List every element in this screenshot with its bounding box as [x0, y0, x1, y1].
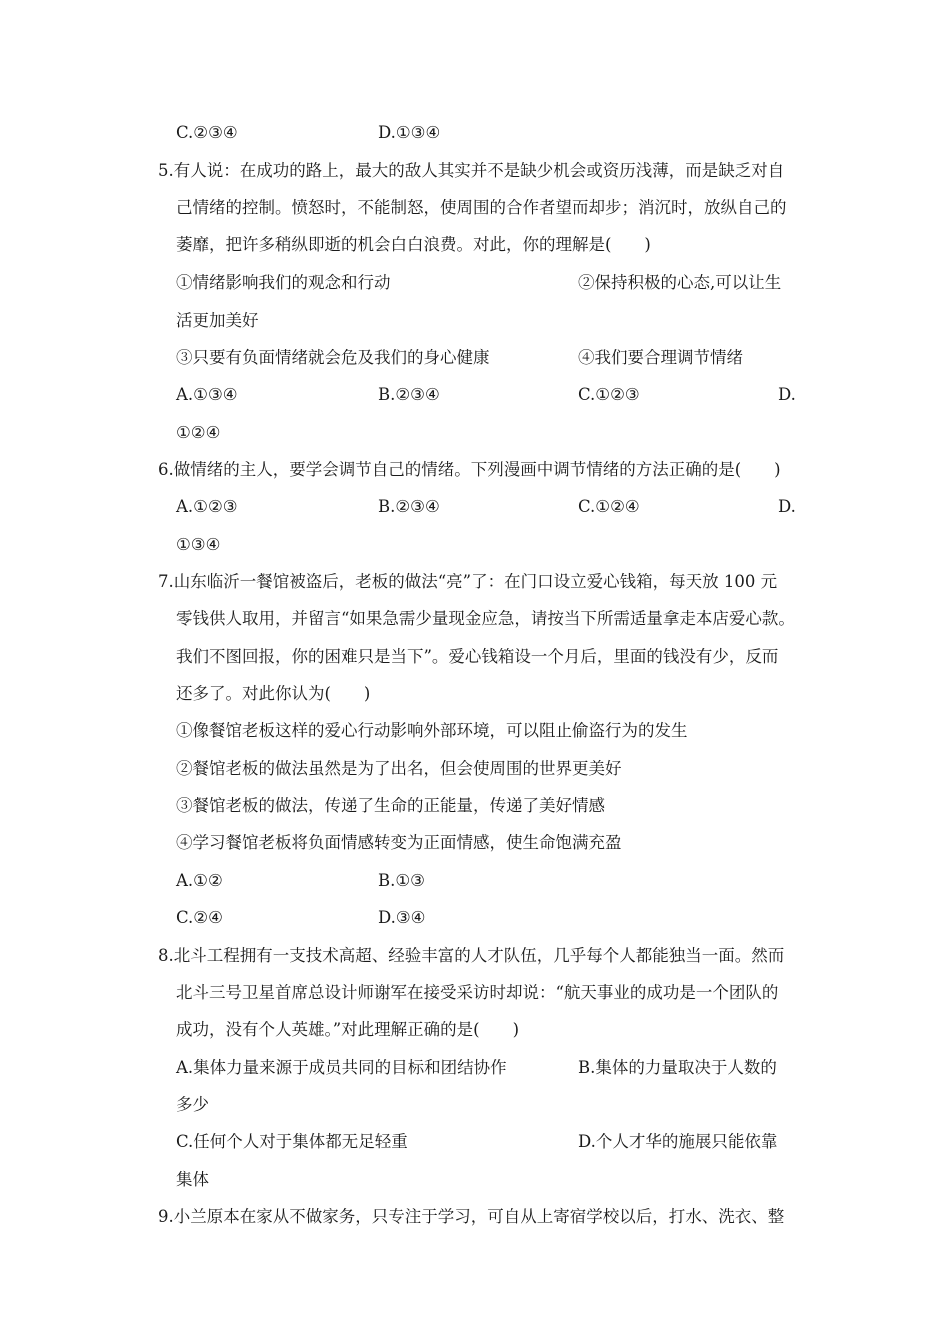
option-d-cont: ①③④: [176, 535, 221, 554]
option-d: D.③④: [378, 908, 426, 927]
option-b: B.集体的力量取决于人数的: [578, 1058, 777, 1077]
option-d-cont: 集体: [176, 1170, 209, 1189]
question-text-line: 萎靡，把许多稍纵即逝的机会白白浪费。对此，你的理解是( ): [176, 235, 651, 254]
option-c: C.①②③: [578, 385, 640, 404]
option-b: B.①③: [378, 871, 425, 890]
statement-1: ①像餐馆老板这样的爱心行动影响外部环境，可以阻止偷盗行为的发生: [176, 721, 688, 740]
option-b: B.②③④: [378, 385, 440, 404]
statement-3: ③只要有负面情绪就会危及我们的身心健康: [176, 348, 490, 367]
option-a: A.①③④: [176, 385, 238, 404]
statement-3: ③餐馆老板的做法，传递了生命的正能量，传递了美好情感: [176, 796, 605, 815]
option-a: A.①②: [176, 871, 223, 890]
question-text-line: 己情绪的控制。愤怒时，不能制怒，使周围的合作者望而却步；消沉时，放纵自己的: [176, 198, 787, 217]
question-text-line: 9.小兰原本在家从不做家务，只专注于学习，可自从上寄宿学校以后，打水、洗衣、整: [158, 1207, 785, 1226]
option-a: A.集体力量来源于成员共同的目标和团结协作: [176, 1058, 507, 1077]
option-c: C.②③④: [176, 123, 238, 142]
statement-1: ①情绪影响我们的观念和行动: [176, 273, 391, 292]
question-text-line: 8.北斗工程拥有一支技术高超、经验丰富的人才队伍，几乎每个人都能独当一面。然而: [158, 946, 785, 965]
question-text-line: 北斗三号卫星首席总设计师谢军在接受采访时却说：“航天事业的成功是一个团队的: [176, 983, 779, 1002]
question-text-line: 还多了。对此你认为( ): [176, 684, 371, 703]
option-d: D.①③④: [378, 123, 441, 142]
option-a: A.①②③: [176, 497, 238, 516]
option-c: C.任何个人对于集体都无足轻重: [176, 1132, 408, 1151]
option-b-cont: 多少: [176, 1095, 209, 1114]
option-d: D.: [778, 497, 796, 516]
question-text-line: 成功，没有个人英雄。”对此理解正确的是( ): [176, 1020, 520, 1039]
question-text-line: 7.山东临沂一餐馆被盗后，老板的做法“亮”了：在门口设立爱心钱箱，每天放 100 元: [158, 572, 778, 591]
option-c: C.①②④: [578, 497, 640, 516]
question-text-line: 6.做情绪的主人，要学会调节自己的情绪。下列漫画中调节情绪的方法正确的是( ): [158, 460, 781, 479]
option-b: B.②③④: [378, 497, 440, 516]
option-d: D.: [778, 385, 796, 404]
statement-4: ④学习餐馆老板将负面情感转变为正面情感，使生命饱满充盈: [176, 833, 622, 852]
statement-2: ②餐馆老板的做法虽然是为了出名，但会使周围的世界更美好: [176, 759, 622, 778]
option-d-cont: ①②④: [176, 423, 221, 442]
option-d: D.个人才华的施展只能依靠: [578, 1132, 778, 1151]
question-text-line: 我们不图回报，你的困难只是当下”。爱心钱箱设一个月后，里面的钱没有少，反而: [176, 647, 779, 666]
statement-4: ④我们要合理调节情绪: [578, 348, 743, 367]
statement-2-cont: 活更加美好: [176, 311, 259, 330]
question-text-line: 5.有人说：在成功的路上，最大的敌人其实并不是缺少机会或资历浅薄，而是缺乏对自: [158, 161, 785, 180]
option-c: C.②④: [176, 908, 223, 927]
statement-2: ②保持积极的心态,可以让生: [578, 273, 782, 292]
question-text-line: 零钱供人取用，并留言“如果急需少量现金应急，请按当下所需适量拿走本店爱心款。: [176, 609, 795, 628]
